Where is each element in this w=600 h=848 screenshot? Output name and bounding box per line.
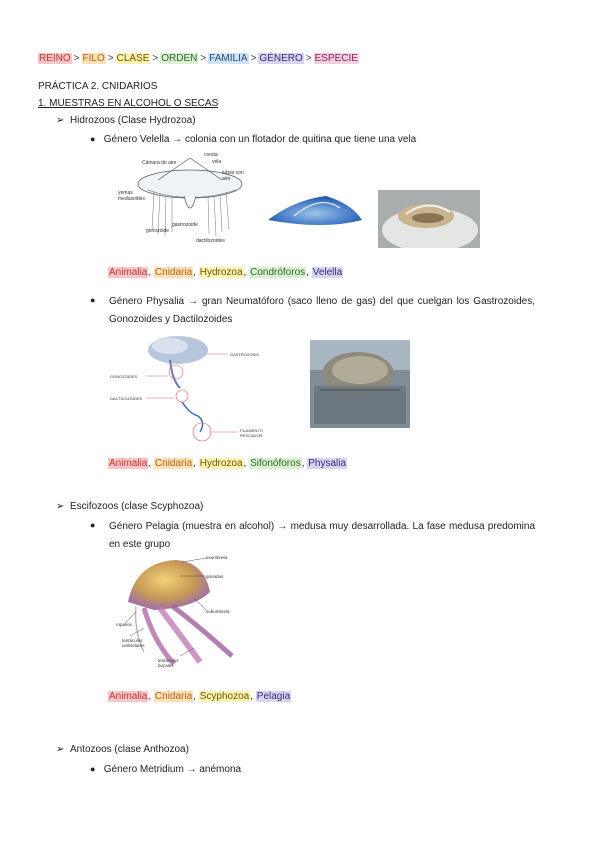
- bullet-dot-icon: ●: [90, 520, 96, 530]
- tax-genero: GÉNERO: [259, 53, 303, 64]
- label-gonozoide: gonozoide: [146, 228, 170, 234]
- bullet-dot-icon: ●: [90, 764, 96, 774]
- group-heading-escifozoos: ➢ Escifozoos (clase Scyphozoa): [56, 501, 204, 512]
- pelagia-diagram: [114, 552, 244, 672]
- label-subumbrela: subumbrela: [206, 609, 230, 614]
- metridium-item: ● Género Metridium → anémona: [90, 764, 242, 775]
- velella-diagram: [118, 150, 248, 246]
- bullet-dot-icon: ●: [90, 134, 96, 144]
- arrow-bullet-icon: ➢: [56, 501, 65, 512]
- label-gastrozoide: gastrozoide: [172, 222, 198, 228]
- arrow-bullet-icon: ➢: [56, 744, 65, 755]
- pelagia-item: Género Pelagia (muestra en alcohol) → medusa muy desarrollada. La fase medusa predomina en este grupo: [109, 521, 535, 550]
- label-dactilozoides-p: DACTILOZOIDES: [110, 396, 143, 401]
- label-tent-bucales: tentáculos bucales: [158, 658, 179, 668]
- physalia-taxonomy: Animalia, Cnidaria, Hydrozoa, Sifonóforos, Physalia: [109, 458, 347, 469]
- physalia-photo-jar: [310, 340, 410, 428]
- label-camara: Cámara de aire: [142, 160, 177, 166]
- label-tubos: tubos con aire: [222, 170, 244, 182]
- tax-reino: REINO: [39, 53, 71, 64]
- velella-photo-blue: [264, 186, 366, 232]
- physalia-item: Género Physalia → gran Neumatóforo (saco lleno de gas) del que cuelgan los Gastrozoides, Gonozoides y Dactilozoides: [109, 296, 535, 325]
- label-gonadas: gónadas: [206, 574, 224, 579]
- pelagia-taxonomy: Animalia, Cnidaria, Scyphozoa, Pelagia: [109, 691, 291, 702]
- label-ropalios: ropalios: [116, 622, 132, 627]
- label-tent-umbrelares: tentáculos umbrelares: [122, 638, 145, 648]
- label-filamento: FILAMENTO PESCADOR: [240, 428, 263, 438]
- label-yemas: yemas medusoides: [118, 190, 145, 202]
- bullet-dot-icon: ●: [90, 295, 96, 305]
- velella-item: ● Género Velella → colonia con un flotador de quitina que tiene una vela: [90, 134, 417, 145]
- tax-orden: ORDEN: [161, 53, 198, 64]
- arrow-bullet-icon: ➢: [56, 115, 65, 126]
- section-heading: 1. MUESTRAS EN ALCOHOL O SECAS: [38, 98, 219, 109]
- group-heading-antozoos: ➢ Antozoos (clase Anthozoa): [56, 744, 189, 755]
- label-gastrozoide-p: GASTROZOIDE: [230, 352, 260, 357]
- physalia-diagram: [110, 328, 270, 448]
- label-vela: vela: [212, 159, 222, 165]
- label-gonozoides: GONOZOIDES: [110, 374, 138, 379]
- label-exumbrela: exumbrela: [206, 555, 228, 560]
- tax-familia: FAMILIA: [209, 53, 248, 64]
- group-heading-hidrozoos: ➢ Hidrozoos (Clase Hydrozoa): [56, 115, 196, 126]
- label-cresta: cresta: [204, 152, 218, 158]
- velella-taxonomy: Animalia, Cnidaria, Hydrozoa, Condróforos, Velella: [109, 267, 343, 278]
- label-dactilozoides: dactilozoides: [196, 238, 225, 244]
- taxonomy-bar: REINO > FILO > CLASE > ORDEN > FAMILIA > GÉNERO > ESPECIE: [39, 53, 358, 64]
- velella-photo-jar: [378, 190, 480, 248]
- tax-clase: CLASE: [116, 53, 150, 64]
- tax-especie: ESPECIE: [314, 53, 358, 64]
- page-title: PRÁCTICA 2. CNIDARIOS: [38, 81, 158, 92]
- tax-filo: FILO: [82, 53, 105, 64]
